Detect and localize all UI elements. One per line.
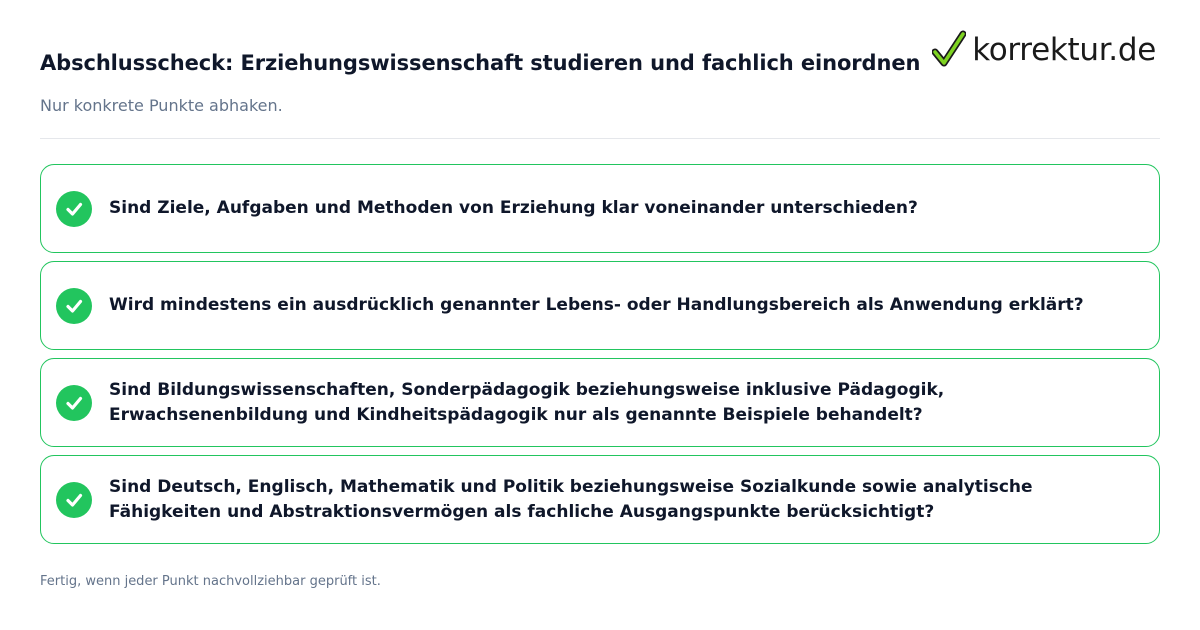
brand-logo	[932, 30, 1156, 70]
footer-note: Fertig, wenn jeder Punkt nachvollziehbar geprüft ist.	[40, 574, 381, 589]
brand-name: korrektur.de	[972, 32, 1156, 68]
checklist-item-text: Wird mindestens ein ausdrücklich genannter Lebens- oder Handlungsbereich als Anwendung erklärt?	[109, 295, 1084, 315]
checklist-item[interactable]	[40, 358, 1160, 447]
checkmark-icon	[932, 30, 966, 70]
page-subtitle: Nur konkrete Punkte abhaken.	[40, 96, 283, 115]
page-title: Abschlusscheck: Erziehungswissenschaft studieren und fachlich einordnen	[40, 51, 921, 75]
header-divider	[40, 138, 1160, 139]
check-circle-icon	[56, 288, 92, 324]
check-circle-icon	[56, 385, 92, 421]
checklist-item[interactable]	[40, 261, 1160, 350]
checklist-item-text: Sind Ziele, Aufgaben und Methoden von Erziehung klar voneinander unterschieden?	[109, 198, 918, 218]
checklist	[40, 164, 1160, 552]
checklist-item[interactable]	[40, 455, 1160, 544]
checklist-item[interactable]	[40, 164, 1160, 253]
check-circle-icon	[56, 191, 92, 227]
check-circle-icon	[56, 482, 92, 518]
checklist-item-text: Sind Deutsch, Englisch, Mathematik und Politik beziehungsweise Sozialkunde sowie analytische Fähigkeiten und Abstraktionsvermögen als fachliche Ausgangspunkte berücksichtigt?	[109, 476, 1033, 522]
checklist-item-text: Sind Bildungswissenschaften, Sonderpädagogik beziehungsweise inklusive Pädagogik, Erwachsenenbildung und Kindheitspädagogik nur als genannte Beispiele behandelt?	[109, 379, 945, 425]
